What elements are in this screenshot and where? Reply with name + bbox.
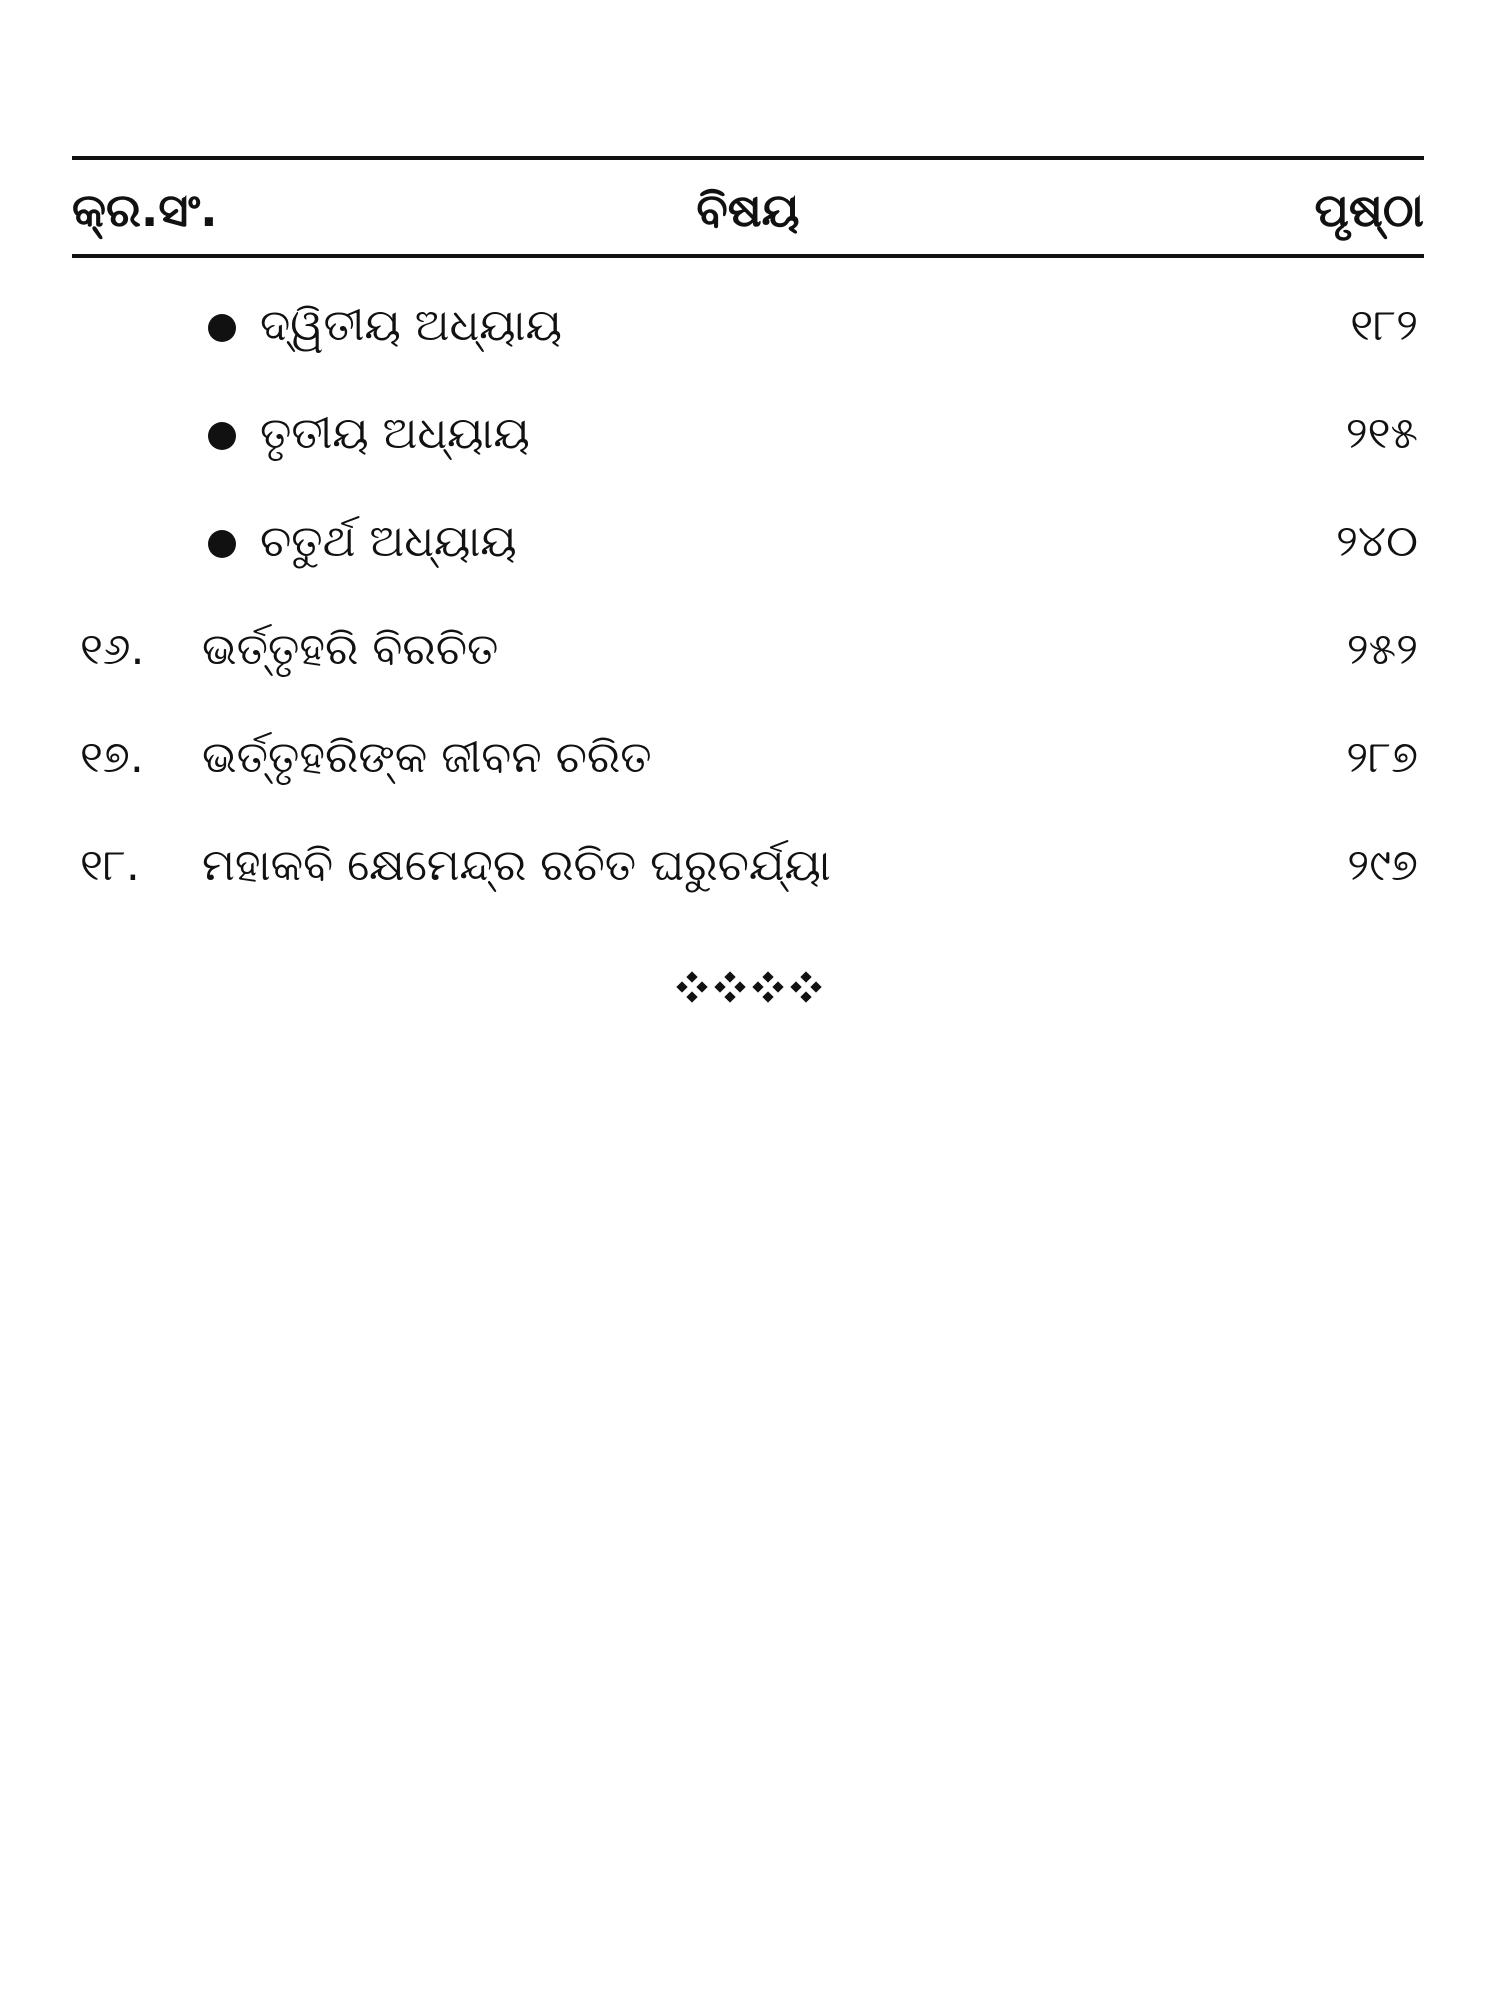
toc-entry-page: ୨୫୨ <box>1346 624 1418 675</box>
toc-entry <box>72 272 1424 380</box>
toc-entry <box>72 596 1424 704</box>
toc-entry-page: ୨୮୭ <box>1346 732 1418 783</box>
toc-entry <box>72 704 1424 812</box>
toc-entry-page: ୨୧୫ <box>1345 408 1418 459</box>
toc-entry-number: ୧୮. <box>80 840 140 891</box>
toc-entry-number: ୧୭. <box>80 732 144 783</box>
four-diamond-ornament-icon <box>676 962 826 1012</box>
toc-entry-page: ୧୮୨ <box>1350 300 1418 351</box>
toc-entry-title: ଚତୁର୍ଥ ଅଧ୍ୟାୟ <box>260 516 517 567</box>
toc-entry-title: ମହାକବି କ୍ଷେମେନ୍ଦ୍ର ରଚିତ ଘରୁଚର୍ଯ୍ୟା <box>202 840 831 891</box>
toc-entry <box>72 380 1424 488</box>
toc-entry-title: ଭର୍ତ୍ତୃହରି ବିରଚିତ <box>202 624 499 675</box>
header-page-label: ପୃଷ୍ଠା <box>1314 183 1424 237</box>
toc-entry-page: ୨୪୦ <box>1336 516 1418 567</box>
bullet-icon <box>208 422 236 450</box>
toc-entry-page: ୨୯୭ <box>1347 840 1418 891</box>
toc-entry-title: ଦ୍ୱିତୀୟ ଅଧ୍ୟାୟ <box>260 300 562 351</box>
toc-entry-number: ୧୬. <box>80 624 145 675</box>
header-bottom-rule <box>72 254 1424 258</box>
toc-entry <box>72 488 1424 596</box>
toc-entry <box>72 812 1424 920</box>
header-top-rule <box>72 156 1424 160</box>
bullet-icon <box>208 314 236 342</box>
toc-entry-title: ଭର୍ତ୍ତୃହରିଙ୍କ ଜୀବନ ଚରିତ <box>202 732 652 783</box>
header-subject-label: ବିଷୟ <box>696 183 800 237</box>
toc-list <box>72 272 1424 920</box>
toc-header <box>72 170 1424 250</box>
header-serial-label: କ୍ର.ସଂ. <box>72 183 218 237</box>
bullet-icon <box>208 530 236 558</box>
toc-entry-title: ତୃତୀୟ ଅଧ୍ୟାୟ <box>260 408 530 459</box>
